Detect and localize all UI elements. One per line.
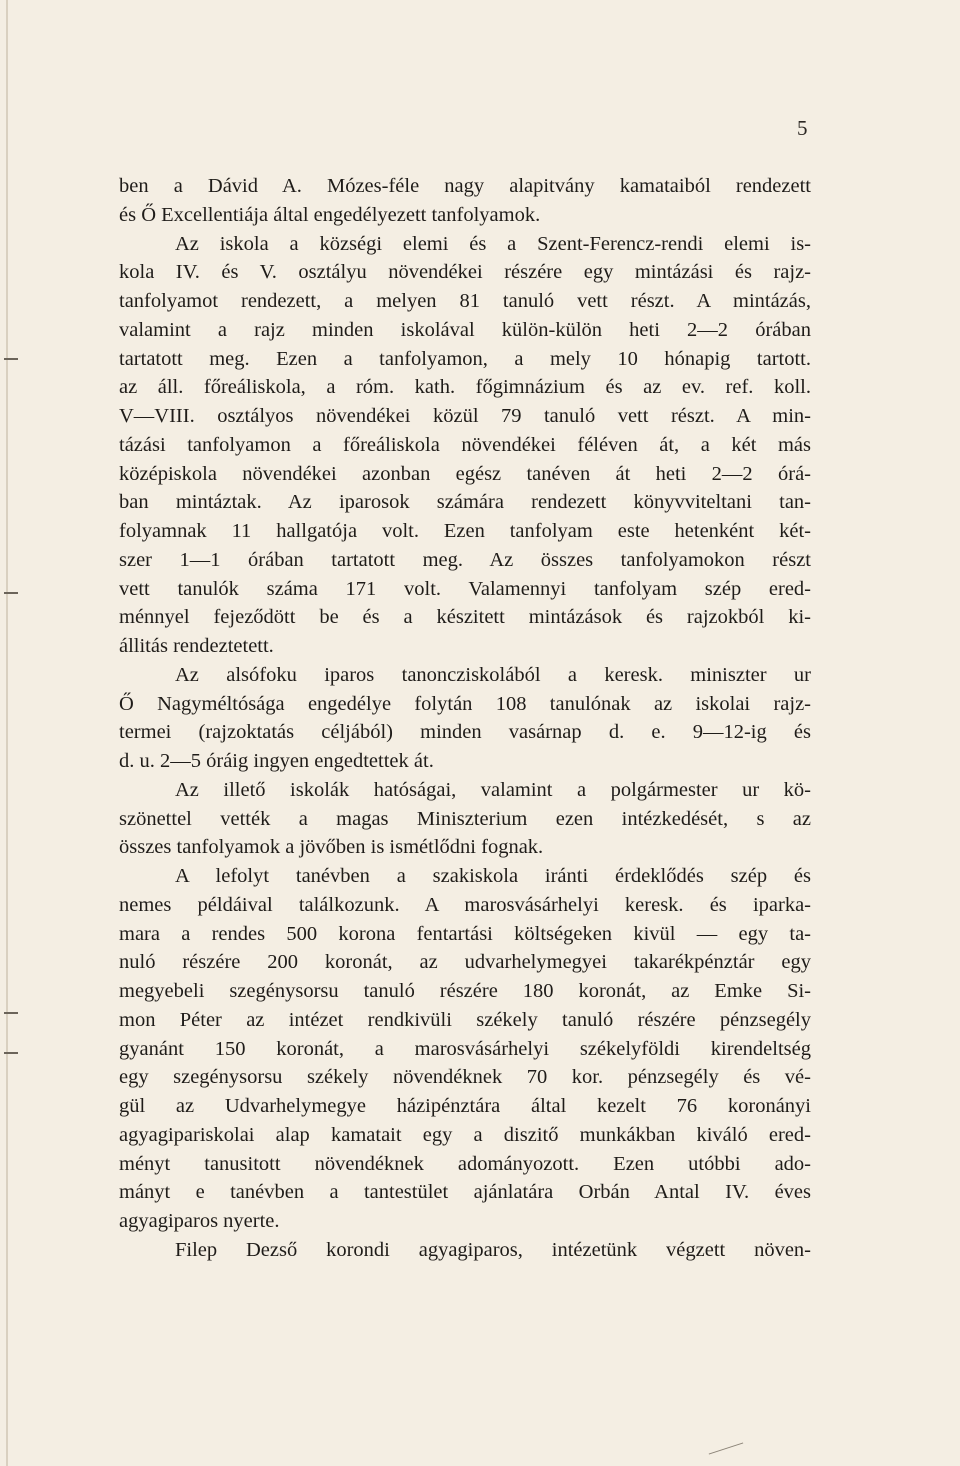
page-number: 5 — [797, 116, 808, 140]
text-line: mányt e tanévben a tantestület ajánlatára Orbán Antal IV. éves — [119, 1181, 811, 1204]
text-line: gül az Udvarhelymegye házipénztára által kezelt 76 koronányi — [119, 1095, 811, 1117]
text-line: A lefolyt tanévben a szakiskola iránti érdeklődés szép és — [175, 865, 811, 887]
text-line: nemes példáival találkozunk. A marosvásárhelyi keresk. és iparka- — [119, 893, 811, 916]
text-line: kola IV. és V. osztályu növendékei részére egy mintázási és rajz- — [119, 261, 811, 284]
text-line: Az alsófoku iparos tanoncziskolából a keresk. miniszter ur — [175, 663, 811, 686]
text-line: mara a rendes 500 korona fentartási költségeken kivül — egy ta- — [119, 922, 811, 945]
text-line: V—VIII. osztályos növendékei közül 79 tanuló vett részt. A min- — [119, 405, 811, 427]
page-edge — [6, 0, 8, 1466]
text-line: ményt tanusitott növendéknek adományozott. Ezen utóbbi ado- — [119, 1152, 811, 1175]
text-line: szer 1—1 órában tartatott meg. Az összes tanfolyamokon részt — [119, 548, 811, 571]
margin-mark — [4, 1052, 18, 1054]
text-line: az áll. főreáliskola, a róm. kath. főgimnázium és az ev. ref. koll. — [119, 376, 811, 399]
text-line: nuló részére 200 koronát, az udvarhelymegyei takarékpénztár egy — [119, 951, 811, 974]
text-line: tartatott meg. Ezen a tanfolyamon, a mely 10 hónapig tartott. — [119, 347, 811, 370]
margin-mark — [4, 1012, 18, 1014]
text-line: vett tanulók száma 171 volt. Valamennyi tanfolyam szép ered- — [119, 577, 811, 600]
margin-mark — [4, 592, 18, 594]
margin-mark — [4, 358, 18, 360]
text-line: ban mintáztak. Az iparosok számára rendezett könyvviteltani tan- — [119, 491, 811, 514]
text-line: mon Péter az intézet rendkivüli székely tanuló részére pénzsegély — [119, 1008, 811, 1031]
text-line: összes tanfolyamok a jövőben is ismétlődni fognak. — [119, 836, 544, 859]
text-line: termei (rajzoktatás céljából) minden vasárnap d. e. 9—12-ig és — [119, 721, 811, 744]
text-line: gyanánt 150 koronát, a marosvásárhelyi székelyföldi kirendeltség — [119, 1037, 811, 1060]
text-line: valamint a rajz minden iskolával külön-külön heti 2—2 órában — [119, 318, 811, 341]
text-line: állitás rendeztetett. — [119, 635, 274, 657]
text-line: középiskola növendékei azonban egész tanéven át heti 2—2 órá- — [119, 462, 811, 485]
text-line: folyamnak 11 hallgatója volt. Ezen tanfolyam este hetenként két- — [119, 520, 811, 542]
text-line: Az illető iskolák hatóságai, valamint a polgármester ur kö- — [175, 778, 811, 801]
text-line: ménnyel fejeződött be és a készitett mintázások és rajzokból ki- — [119, 606, 811, 629]
text-line: Filep Dezső korondi agyagiparos, intézetünk végzett növen- — [175, 1238, 811, 1261]
text-line: agyagiparos nyerte. — [119, 1210, 280, 1232]
text-line: szönettel vették a magas Miniszterium ezen intézkedését, s az — [119, 807, 811, 830]
pencil-mark — [709, 1442, 744, 1454]
text-line: megyebeli szegénysorsu tanuló részére 180 koronát, az Emke Si- — [119, 980, 811, 1002]
text-line: ben a Dávid A. Mózes-féle nagy alapitvány kamataiból rendezett — [119, 175, 811, 197]
text-line: agyagipariskolai alap kamatait egy a diszitő munkákban kiváló ered- — [119, 1123, 811, 1146]
text-line: egy szegénysorsu székely növendéknek 70 kor. pénzsegély és vé- — [119, 1066, 811, 1089]
text-line: tanfolyamot rendezett, a melyen 81 tanuló vett részt. A mintázás, — [119, 290, 811, 312]
text-line: Az iskola a községi elemi és a Szent-Ferencz-rendi elemi is- — [175, 232, 811, 255]
text-line: és Ő Excellentiája által engedélyezett tanfolyamok. — [119, 203, 541, 226]
text-line: d. u. 2—5 óráig ingyen engedtettek át. — [119, 750, 434, 772]
text-line: Ő Nagyméltósága engedélye folytán 108 tanulónak az iskolai rajz- — [119, 692, 811, 715]
text-line: tázási tanfolyamon a főreáliskola növendékei féléven át, a két más — [119, 433, 811, 456]
